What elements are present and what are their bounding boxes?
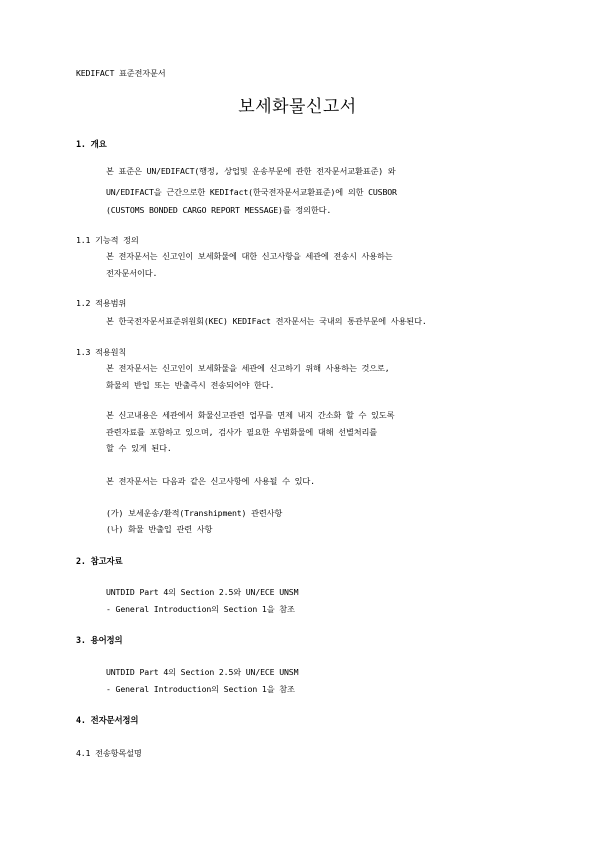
section-1-3-line: 본 전자문서는 다음과 같은 신고사항에 사용될 수 있다. xyxy=(106,476,315,486)
section-3-line: - General Introduction의 Section 1을 참조 xyxy=(106,684,295,694)
section-1-1-heading: 1.1 기능적 정의 xyxy=(76,235,139,245)
section-1-intro-line: (CUSTOMS BONDED CARGO REPORT MESSAGE)를 정의한다. xyxy=(106,205,332,215)
section-1-3-line: 화물의 반입 또는 반출즉시 전송되어야 한다. xyxy=(106,380,275,390)
section-1-2-heading: 1.2 적용범위 xyxy=(76,298,127,308)
section-2-heading: 2. 참고자료 xyxy=(76,556,123,566)
section-2-line: UNTDID Part 4의 Section 2.5와 UN/ECE UNSM xyxy=(106,587,299,597)
list-item: (가) 보세운송/환적(Transhipment) 관련사항 xyxy=(106,508,283,518)
section-1-3-line: 본 신고내용은 세관에서 화물신고관련 업무를 면제 내지 간소화 할 수 있도록 xyxy=(106,410,395,420)
section-1-2-line: 본 한국전자문서표준위원회(KEC) KEDIFact 전자문서는 국내의 통관부문에 사용된다. xyxy=(106,316,427,326)
section-1-heading: 1. 개요 xyxy=(76,139,107,149)
document-header: KEDIFACT 표준전자문서 xyxy=(76,68,166,78)
section-1-3-line: 관련자료를 포함하고 있으며, 검사가 필요한 우범화물에 대해 선별처리를 xyxy=(106,427,378,437)
section-3-heading: 3. 용어정의 xyxy=(76,635,123,645)
section-3-line: UNTDID Part 4의 Section 2.5와 UN/ECE UNSM xyxy=(106,667,299,677)
document-title: 보세화물신고서 xyxy=(238,97,357,117)
section-1-intro-line: UN/EDIFACT을 근간으로한 KEDIfact(한국전자문서교환표준)에 의한 CUSBOR xyxy=(106,187,397,197)
section-4-1-heading: 4.1 전송항목설명 xyxy=(76,748,142,758)
section-1-intro-line: 본 표준은 UN/EDIFACT(행정, 상업및 운송부문에 관한 전자문서교환표준) 와 xyxy=(106,166,396,176)
section-1-3-heading: 1.3 적용원칙 xyxy=(76,347,127,357)
section-2-line: - General Introduction의 Section 1을 참조 xyxy=(106,604,295,614)
section-1-3-line: 할 수 있게 된다. xyxy=(106,443,172,453)
section-1-1-line: 본 전자문서는 신고인이 보세화물에 대한 신고사항을 세관에 전송시 사용하는 xyxy=(106,251,393,261)
list-item: (나) 화물 반출입 관련 사항 xyxy=(106,524,213,534)
section-1-1-line: 전자문서이다. xyxy=(106,268,158,278)
section-4-heading: 4. 전자문서정의 xyxy=(76,715,139,725)
section-1-3-line: 본 전자문서는 신고인이 보세화물을 세관에 신고하기 위해 사용하는 것으로, xyxy=(106,363,390,373)
